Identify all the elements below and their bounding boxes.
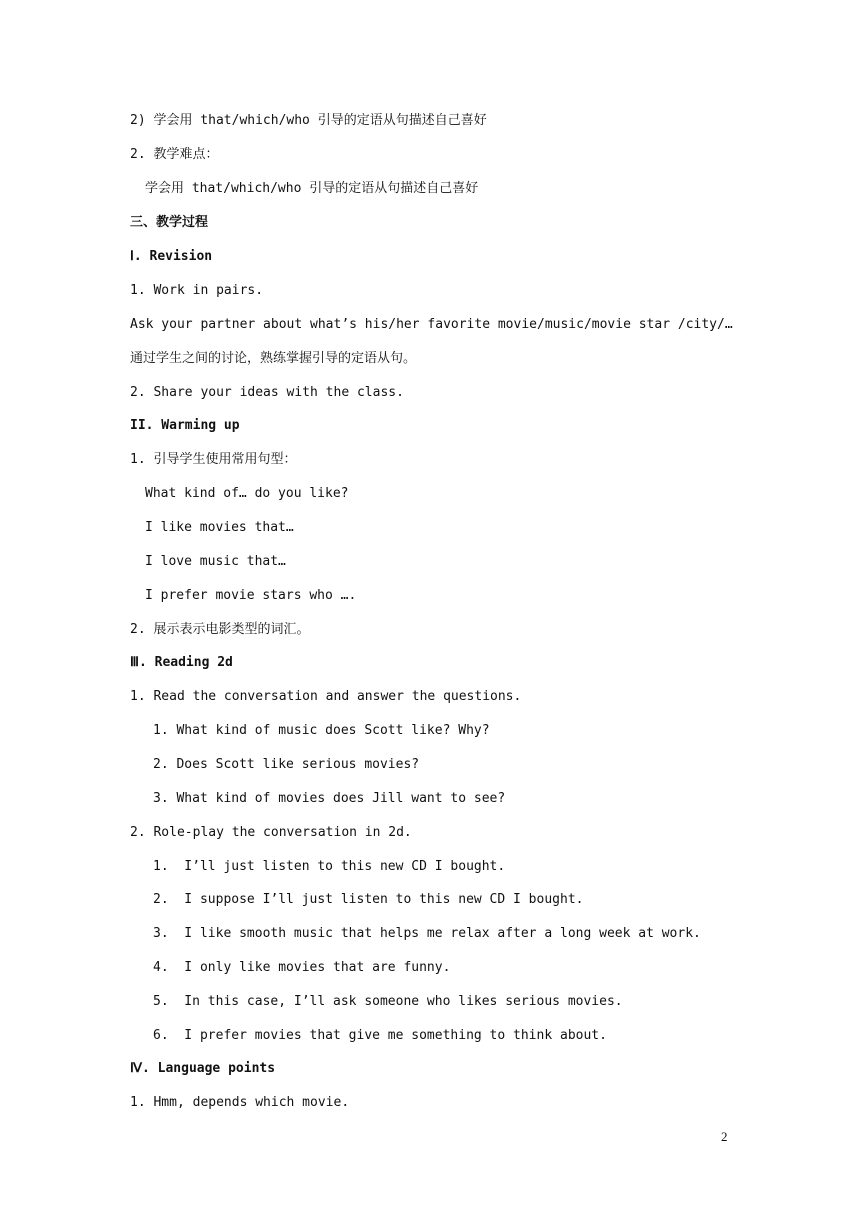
sentence-pattern: What kind of… do you like?: [145, 486, 349, 501]
role-play-sentence: 2. I suppose I’ll just listen to this new CD I bought.: [153, 892, 584, 907]
sentence-pattern: I prefer movie stars who ….: [145, 588, 357, 603]
section-heading-reading: Ⅲ. Reading 2d: [130, 655, 233, 670]
reading-step-1: 1. Read the conversation and answer the questions.: [130, 689, 522, 704]
question-item: 1. What kind of music does Scott like? Why?: [153, 723, 490, 738]
warming-step-2: 2. 展示表示电影类型的词汇。: [130, 622, 310, 637]
sentence-pattern: I like movies that…: [145, 520, 294, 535]
difficulty-heading: 2. 教学难点：: [130, 147, 219, 162]
role-play-sentence: 3. I like smooth music that helps me relax after a long week at work.: [153, 926, 701, 941]
revision-step-2: 2. Share your ideas with the class.: [130, 385, 404, 400]
question-item: 3. What kind of movies does Jill want to see?: [153, 791, 506, 806]
role-play-sentence: 6. I prefer movies that give me something to think about.: [153, 1028, 607, 1043]
language-point-1: 1. Hmm, depends which movie.: [130, 1095, 350, 1110]
question-item: 2. Does Scott like serious movies?: [153, 757, 420, 772]
revision-step-1-note: 通过学生之间的讨论，熟练掌握引导的定语从句。: [130, 351, 417, 366]
difficulty-text: 学会用 that/which/who 引导的定语从句描述自己喜好: [145, 181, 479, 196]
revision-step-1-detail: Ask your partner about what’s his/her favorite movie/music/movie star /city/…: [130, 317, 733, 332]
sentence-pattern: I love music that…: [145, 554, 286, 569]
section-heading-revision: Ⅰ. Revision: [130, 249, 213, 264]
warming-step-1: 1. 引导学生使用常用句型：: [130, 452, 297, 467]
section-heading-process: 三、教学过程: [130, 215, 209, 230]
revision-step-1: 1. Work in pairs.: [130, 283, 264, 298]
page-number: 2: [721, 1129, 728, 1144]
reading-step-2: 2. Role-play the conversation in 2d.: [130, 825, 412, 840]
role-play-sentence: 1. I’ll just listen to this new CD I bought.: [153, 859, 506, 874]
role-play-sentence: 4. I only like movies that are funny.: [153, 960, 451, 975]
teaching-goal-2: 2) 学会用 that/which/who 引导的定语从句描述自己喜好: [130, 113, 487, 128]
section-heading-warming-up: II. Warming up: [130, 418, 240, 433]
role-play-sentence: 5. In this case, I’ll ask someone who likes serious movies.: [153, 994, 623, 1009]
section-heading-language-points: Ⅳ. Language points: [130, 1061, 276, 1076]
